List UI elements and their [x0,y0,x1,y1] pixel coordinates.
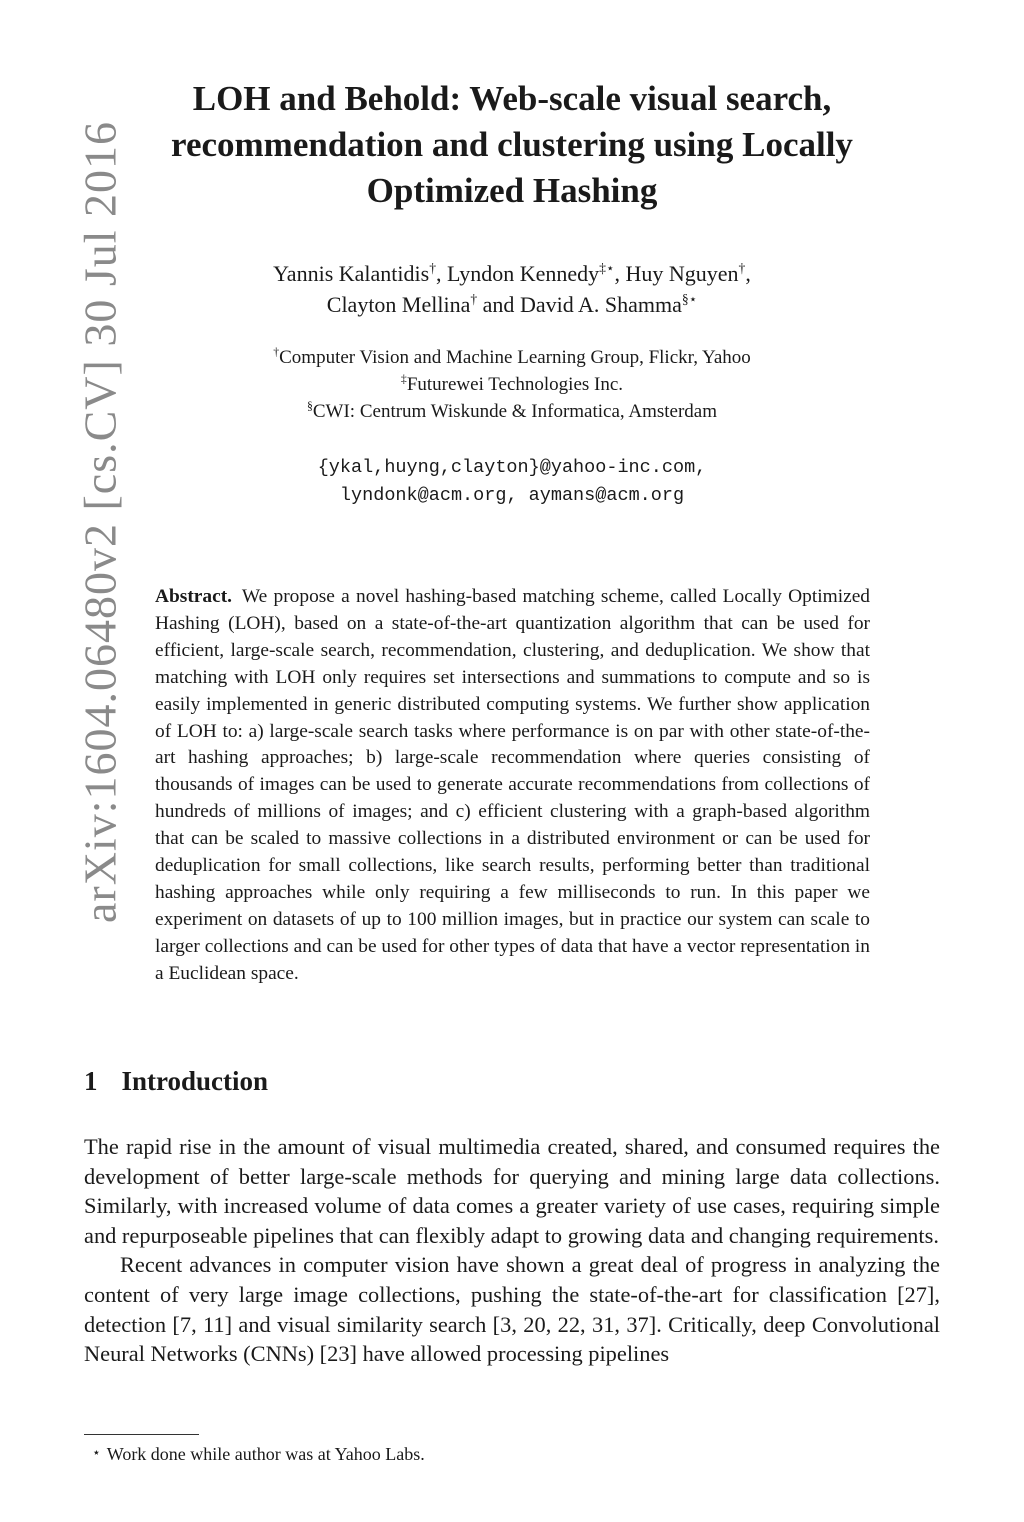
abstract-label: Abstract. [155,586,233,607]
title-line: LOH and Behold: Web-scale visual search, [192,79,832,118]
affiliation-text: CWI: Centrum Wiskunde & Informatica, Amsterdam [312,401,718,422]
author-list [150,258,874,320]
email-block [150,454,874,510]
footnote [92,1442,425,1466]
author-name: Huy Nguyen [625,261,739,286]
section-heading [84,1066,268,1097]
arxiv-identifier: arXiv:1604.06480v2 [cs.CV] 30 Jul 2016 [74,120,126,924]
author-marks: † [429,260,436,276]
author-marks: † [738,260,746,276]
abstract [155,584,870,988]
author-separator: , [745,261,751,286]
author-name: Yannis Kalantidis [273,261,430,286]
author-marks: §⋆ [681,291,698,307]
author-separator: and [477,292,520,317]
title-line: recommendation and clustering using Locally [171,125,853,164]
author-name: David A. Shamma [519,292,682,317]
author-name: Lyndon Kennedy [447,261,600,286]
affiliation-mark: § [306,399,313,413]
footnote-divider [84,1434,199,1435]
author-separator: , [436,261,447,286]
affiliation [150,344,874,371]
affiliation [150,398,874,425]
email-line: {ykal,huyng,clayton}@yahoo-inc.com, [317,457,707,478]
affiliation-text: Computer Vision and Machine Learning Group, Flickr, Yahoo [279,347,751,368]
affiliation-mark: † [273,345,280,359]
section-title: Introduction [121,1066,269,1096]
paragraph: The rapid rise in the amount of visual multimedia created, shared, and consumed requires the development of better large-scale methods for querying and mining large data collections. Similarly, with increased volume of data comes a greater variety of use cases, requiring simple and repurposeable pipelines that can flexibly adapt to growing data and changing requirements. [84,1134,940,1248]
author-marks: † [470,291,478,307]
abstract-text: We propose a novel hashing-based matching scheme, called Locally Optimized Hashing (LOH), based on a state-of-the-art quantization algorithm that can be used for efficient, large-scale search, recommendation, clustering, and deduplication. We show that matching with LOH only requires set intersections and summations to compute and so is easily implemented in generic distributed computing systems. We further show application of LOH to: a) large-scale search tasks where performance is on par with other state-of-the-art hashing approaches; b) large-scale recommendation where queries consisting of thousands of images can be used to generate accurate recommendations from collections of hundreds of millions of images; and c) efficient clustering with a graph-based algorithm that can be scaled to massive collections in a distributed environment or can be used for deduplication for small collections, like search results, performing better than traditional hashing approaches while only requiring a few milliseconds to run. In this paper we experiment on datasets of up to 100 million images, but in practice our system can scale to larger collections and can be used for other types of data that have a vector representation in a Euclidean space. [155,586,870,984]
title-line: Optimized Hashing [366,171,658,210]
affiliation [150,371,874,398]
body-text [84,1132,940,1369]
affiliation-mark: ‡ [400,372,407,386]
footnote-mark: ⋆ [92,1446,101,1461]
author-separator: , [614,261,626,286]
affiliation-list [150,344,874,425]
paper-title [150,76,874,214]
email-line: lyndonk@acm.org, aymans@acm.org [339,485,685,506]
section-number: 1 [84,1066,98,1096]
author-name: Clayton Mellina [326,292,471,317]
affiliation-text: Futurewei Technologies Inc. [406,374,624,395]
paragraph: Recent advances in computer vision have shown a great deal of progress in analyzing the content of very large image collections, pushing the state-of-the-art for classification [27], detection [7, 11] and visual similarity search [3, 20, 22, 31, 37]. Critically, deep Convolutional Neural Networks (CNNs) [23] have allowed processing pipelines [84,1252,940,1367]
footnote-text: Work done while author was at Yahoo Labs. [106,1444,425,1464]
author-marks: ‡⋆ [599,260,615,276]
